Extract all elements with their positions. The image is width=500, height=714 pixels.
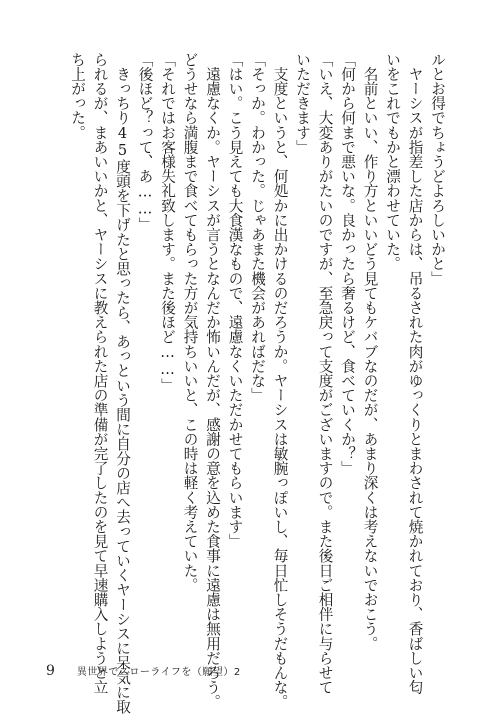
text-line: 「いえ、大変ありがたいのですが、至急戻って支度がございますので。また後日ご相伴に与らせて [316,52,334,695]
text-line: ち上がった。 [69,52,86,140]
text-line: られるが、まあいいかと、ヤーシスに教えられた店の準備が完了したのを見て早速購入しようと立 [91,52,109,695]
page-number: 9 [46,663,55,679]
text-line: いただきます」 [294,52,311,155]
text-line: ルとお得でちょうどよろしいかと」 [429,52,446,286]
text-line: 「そっか。わかった。じゃあまた機会があればだな」 [249,52,266,403]
text-line: 遠慮なくか。ヤーシスが言うとなんだか怖いんだが、感謝の意を込めた食事に遠慮は無用だろう。 [204,52,221,709]
page-footer [46,663,241,679]
text-line: 「何から何まで悪いな。良かったら奢るけど、食べていくか？」 [339,52,356,476]
text-line: どうせなら満腹まで食べてもらった方が気持ちいいと、この時は軽く考えていた。 [181,52,199,593]
text-line: 名前といい、作り方といいどう見てもケバブなのだが、あまり深くは考えないでおこう。 [361,52,379,651]
text-line: きっちり45度頭を下げたと思ったら、あっという間に自分の店へ去っていくヤーシスに呆気に取 [114,52,131,714]
text-line: いをこれでもかと漂わせていた。 [384,52,401,271]
text-line: 「後ほど？って、あ……」 [136,52,154,232]
text-line: 支度というと、何処かに出かけるのだろうか。ヤーシスは敏腕っぽいし、毎日忙しそうだもんな。 [271,52,289,709]
text-line: 「それではお客様失礼致します。また後ほど……」 [159,52,176,393]
text-line: 「はい。こう見えても大食漢なもので、遠慮なくいただかせてもらいます」 [226,52,244,549]
text-line: ヤーシスが指差した店からは、吊るされた肉がゆっくりとまわされて焼かれており、香ばしい匂 [406,52,424,695]
book-title: 異世界でスローライフを（願望）2 [76,667,241,678]
